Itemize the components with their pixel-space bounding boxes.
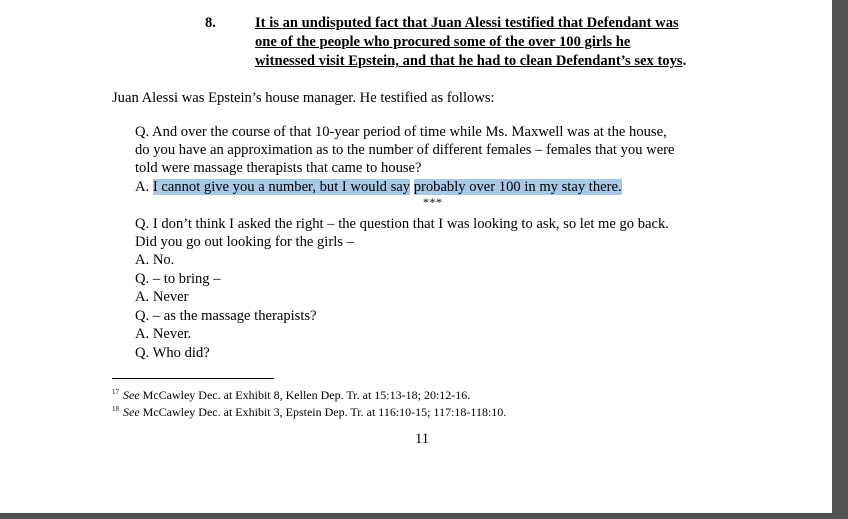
page-number: 11 <box>415 431 430 447</box>
question-1-line-1: Q. And over the course of that 10-year period of time while Ms. Maxwell was at the house, <box>135 124 667 140</box>
footnote-text: McCawley Dec. at Exhibit 3, Epstein Dep. Tr. at 116:10-15; 117:18-118:10. <box>139 405 507 419</box>
section-heading-line-2: one of the people who procured some of the over 100 girls he <box>255 34 631 50</box>
section-heading-period: . <box>682 53 687 69</box>
footnote-mark: 18 <box>112 405 119 413</box>
answer-1-prefix: A. <box>135 179 153 195</box>
footnote-mark: 17 <box>112 388 119 396</box>
section-heading-line-3-text: witnessed visit Epstein, and that he had to clean Defendant’s sex toys <box>255 53 683 69</box>
selected-text-2[interactable]: probably over 100 in my stay there. <box>413 179 622 195</box>
testimony-line: A. Never <box>135 289 189 305</box>
viewer-bottom-margin <box>0 513 848 519</box>
footnote-signal: See <box>123 405 140 419</box>
testimony-line: A. Never. <box>135 326 192 342</box>
section-number: 8. <box>205 15 216 31</box>
footnote-signal: See <box>123 388 140 402</box>
testimony-line: Q. I don’t think I asked the right – the question that I was looking to ask, so let me go back. <box>135 216 669 232</box>
selected-text-1[interactable]: I cannot give you a number, but I would say <box>152 179 411 195</box>
question-1-line-2: do you have an approximation as to the number of different females – females that you were <box>135 142 675 158</box>
testimony-line: Q. Who did? <box>135 345 210 361</box>
testimony-line: A. No. <box>135 252 175 268</box>
answer-1[interactable] <box>135 178 622 196</box>
intro-paragraph: Juan Alessi was Epstein’s house manager. He testified as follows: <box>112 90 495 106</box>
section-heading-line-1: It is an undisputed fact that Juan Alessi testified that Defendant was <box>255 15 679 31</box>
footnote-text: McCawley Dec. at Exhibit 8, Kellen Dep. Tr. at 15:13-18; 20:12-16. <box>139 388 471 402</box>
testimony-line: Did you go out looking for the girls – <box>135 234 354 250</box>
testimony-line: Q. – as the massage therapists? <box>135 308 317 324</box>
question-1-line-3: told were massage therapists that came to house? <box>135 160 422 176</box>
section-heading-line-3 <box>255 52 686 70</box>
viewer-right-margin <box>832 0 848 519</box>
footnote-18 <box>112 402 506 419</box>
testimony-line: Q. – to bring – <box>135 271 221 287</box>
separator-stars: *** <box>423 195 443 209</box>
footnote-17 <box>112 385 470 402</box>
footnote-divider <box>112 378 274 379</box>
